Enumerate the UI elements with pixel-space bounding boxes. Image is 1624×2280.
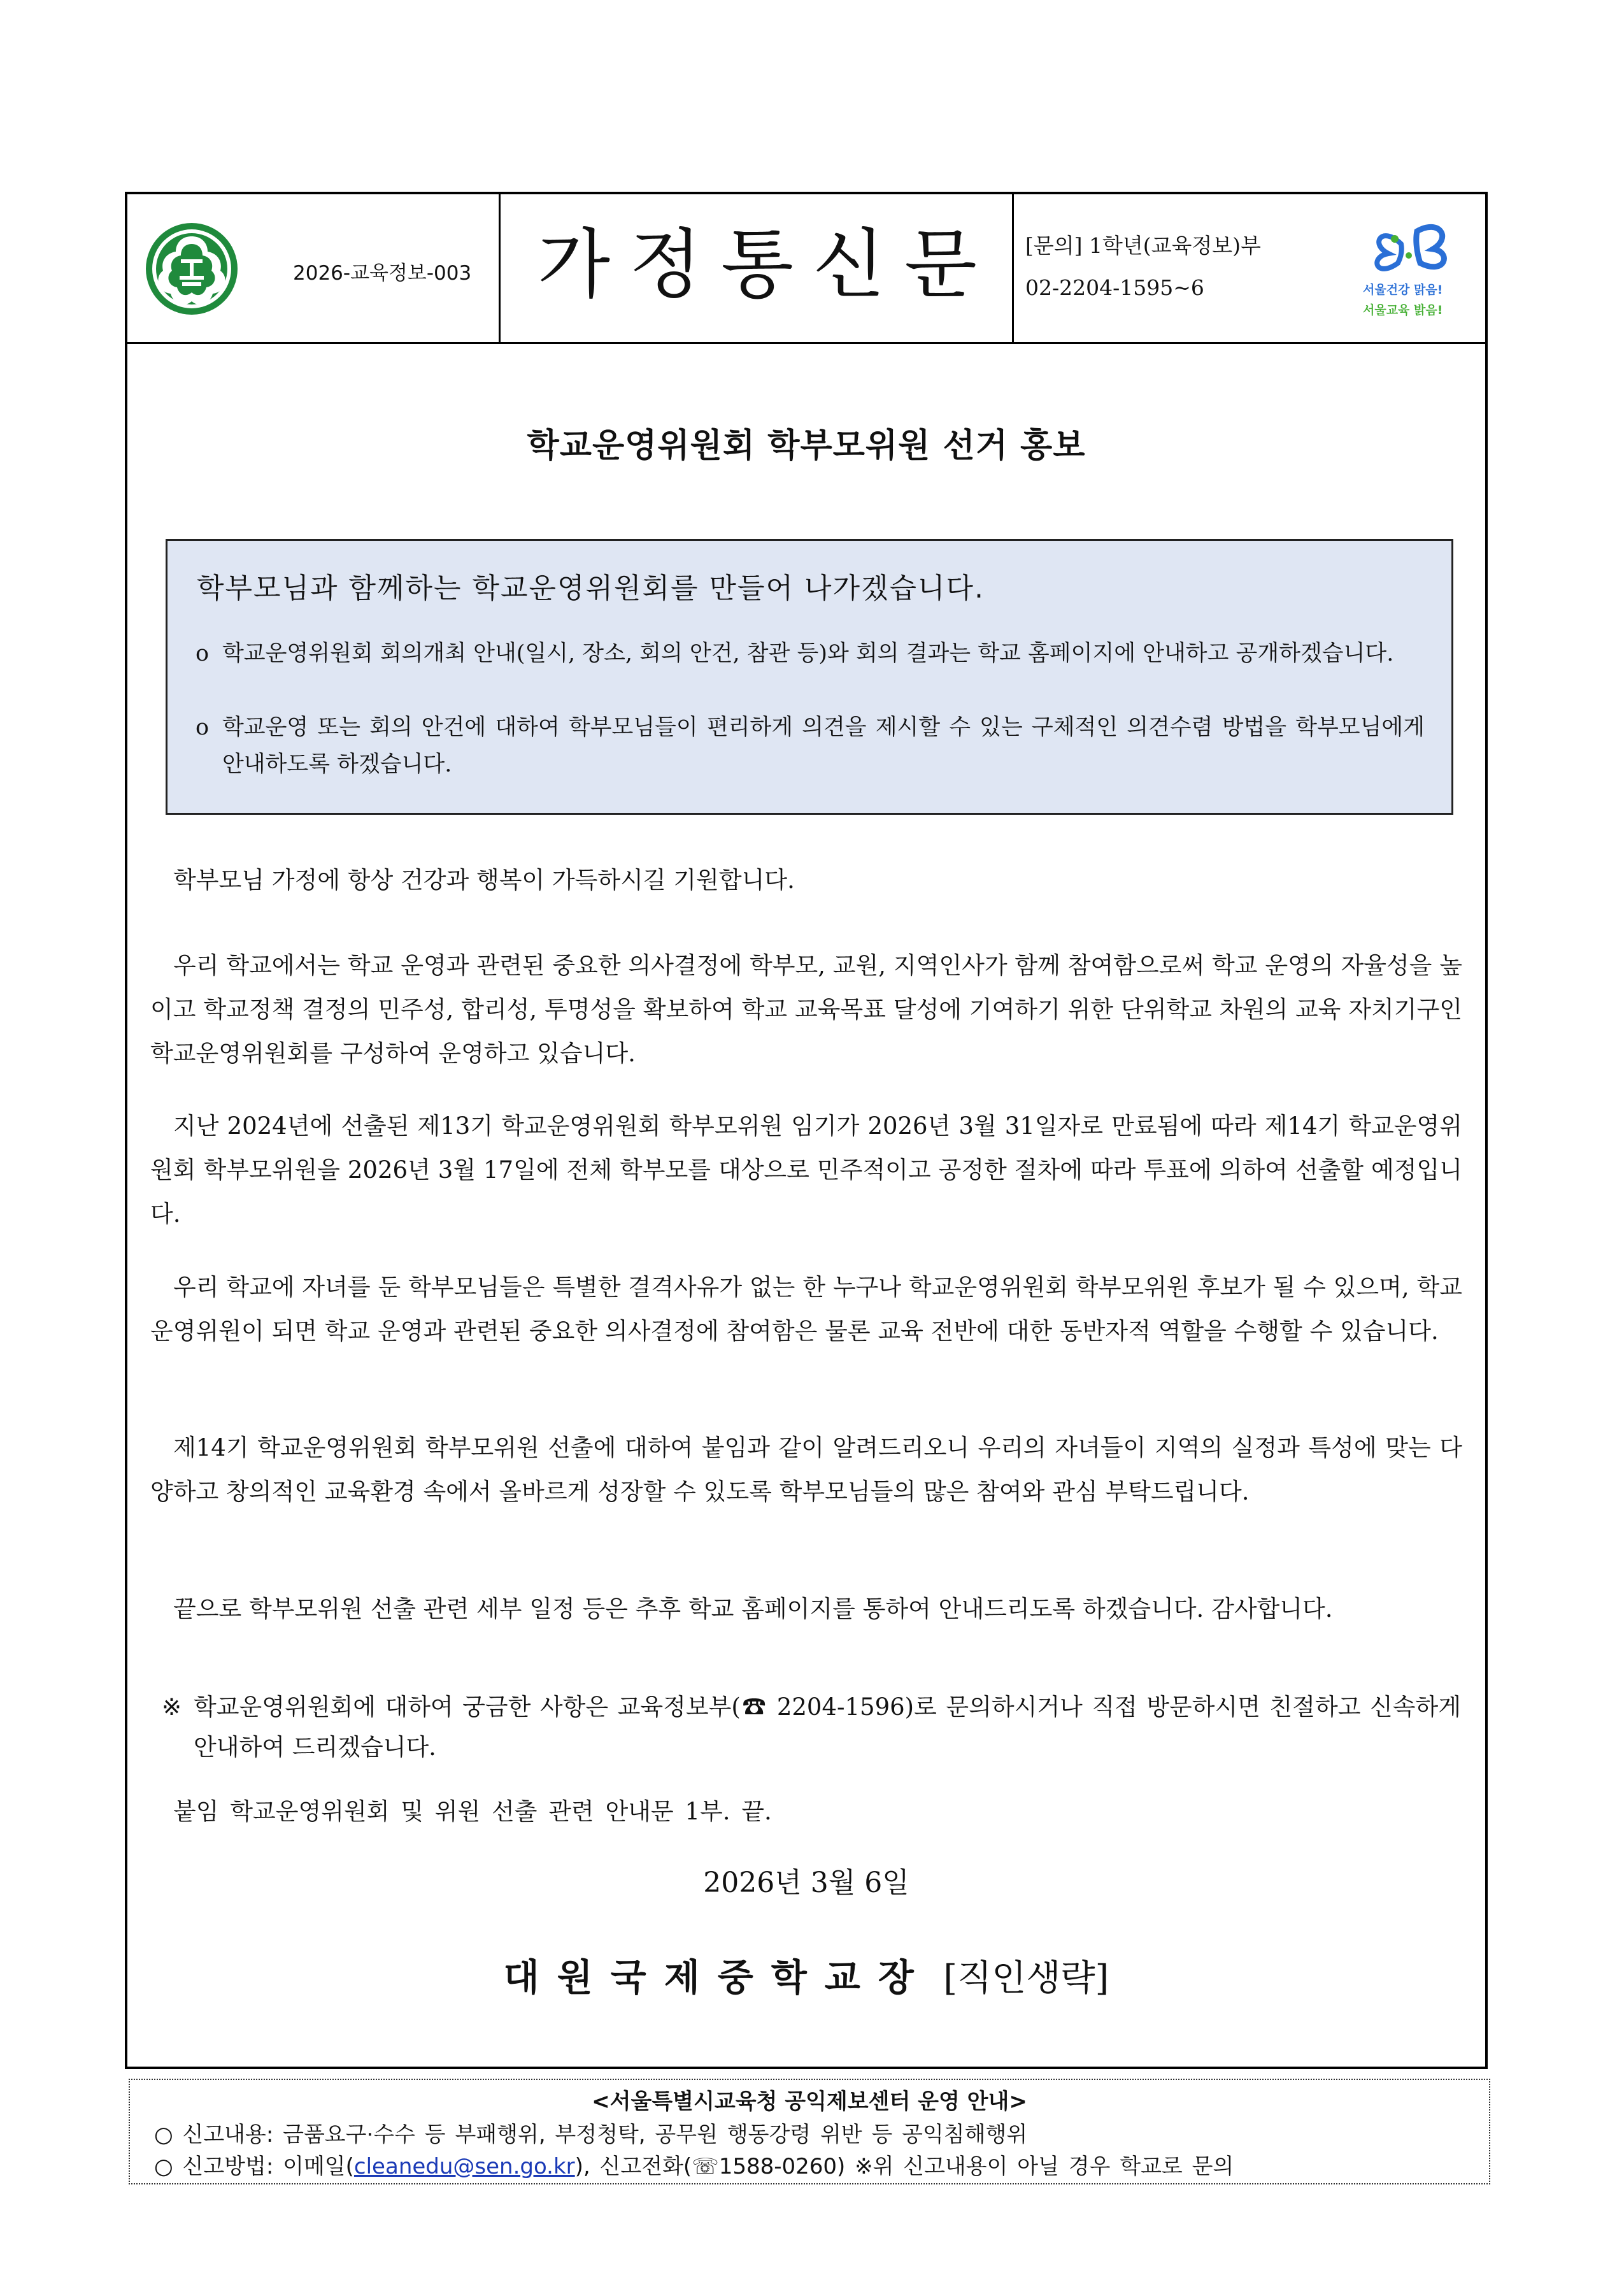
body-paragraph: 끝으로 학부모위원 선출 관련 세부 일정 등은 추후 학교 홈페이지를 통하여 안내드리도록 하겠습니다. 감사합니다.: [173, 1595, 1333, 1623]
document-title: 가정통신문: [538, 220, 996, 308]
notice-box: [166, 539, 1453, 815]
reference-note: [162, 1687, 1461, 1767]
header-title-cell: [501, 194, 1014, 342]
notice-title: 학부모님과 함께하는 학교운영위원회를 만들어 나가겠습니다.: [197, 572, 985, 605]
header-inquiry-cell: [1014, 194, 1485, 342]
reference-text: 학교운영위원회에 대하여 궁금한 사항은 교육정보부(☎ 2204-1596)로 문의하시거나 직접 방문하시면 친절하고 신속하게 안내하여 드리겠습니다.: [194, 1693, 1461, 1761]
document-number: 2026-교육정보-003: [293, 262, 472, 285]
footer-method-prefix: ○ 신고방법: 이메일(: [154, 2154, 354, 2179]
footer-report-method: [154, 2149, 1234, 2180]
body-paragraph: 지난 2024년에 선출된 제13기 학교운영위원회 학부모위원 임기가 2026년 3월 31일자로 만료됨에 따라 제14기 학교운영위원회 학부모위원을 2026년 3월 17일에 전체 학부모를 대상으로 민주적이고 공정한 절차에 따라 투표에 의하여 선출할 예정입니다.: [150, 1112, 1462, 1228]
brand-slogan-1: 서울건강 맑음!: [1363, 283, 1443, 297]
body-paragraph: 제14기 학교운영위원회 학부모위원 선출에 대하여 붙임과 같이 알려드리오니 우리의 자녀들이 지역의 실정과 특성에 맞는 다양하고 창의적인 교육환경 속에서 올바르게 성장할 수 있도록 학부모님들의 많은 참여와 관심 부탁드립니다.: [150, 1434, 1462, 1505]
notice-item-text: 학교운영 또는 회의 안건에 대하여 학부모님들이 편리하게 의견을 제시할 수 있는 구체적인 의견수렴 방법을 학부모님에게 안내하도록 하겠습니다.: [222, 715, 1425, 777]
principal-name: 대원국제중학교장: [503, 1956, 932, 1999]
school-emblem-icon: [144, 221, 239, 317]
body-paragraph: 우리 학교에서는 학교 운영과 관련된 중요한 의사결정에 학부모, 교원, 지역인사가 함께 참여함으로써 학교 운영의 자율성을 높이고 학교정책 결정의 민주성, 합리성, 투명성을 확보하여 학교 교육목표 달성에 기여하기 위한 단위학교 차원의 교육 자치기구인 학교운영위원회를 구성하여 운영하고 있습니다.: [150, 952, 1462, 1067]
seoul-education-brand-icon: [1357, 219, 1475, 320]
page-heading: 학교운영위원회 학부모위원 선거 홍보: [527, 427, 1086, 465]
attachment-line: 붙임 학교운영위원회 및 위원 선출 관련 안내문 1부. 끝.: [173, 1798, 772, 1825]
reference-mark: ※: [162, 1693, 182, 1721]
whistleblower-footer: [129, 2079, 1490, 2184]
notice-item: [196, 709, 1425, 783]
inquiry-phone: 02-2204-1595~6: [1025, 275, 1204, 300]
footer-title: <서울특별시교육청 공익제보센터 운영 안내>: [592, 2089, 1027, 2114]
email-link[interactable]: cleanedu@sen.go.kr: [353, 2154, 575, 2179]
brand-slogan-2: 서울교육 밝음!: [1363, 303, 1443, 317]
body-paragraph: 학부모님 가정에 항상 건강과 행복이 가득하시길 기원합니다.: [173, 866, 795, 894]
bullet: o: [196, 715, 210, 740]
bullet: o: [196, 641, 210, 666]
footer-method-suffix: ), 신고전화(☏1588-0260) ※위 신고내용이 아닐 경우 학교로 문의: [574, 2154, 1234, 2179]
footer-report-content: ○ 신고내용: 금품요구·수수 등 부패행위, 부정청탁, 공무원 행동강령 위반 등 공익침해행위: [154, 2122, 1028, 2147]
inquiry-department: [문의] 1학년(교육정보)부: [1025, 233, 1261, 258]
notice-frame: [125, 192, 1488, 2069]
issue-date: 2026년 3월 6일: [703, 1867, 909, 1899]
header-school-cell: [127, 194, 501, 342]
header-row: [127, 194, 1485, 344]
seal-omitted: [직인생략]: [943, 1958, 1109, 1999]
inquiry-contact: [1025, 225, 1261, 309]
notice-item: [196, 635, 1425, 672]
body-paragraph: 우리 학교에 자녀를 둔 학부모님들은 특별한 결격사유가 없는 한 누구나 학교운영위원회 학부모위원 후보가 될 수 있으며, 학교운영위원이 되면 학교 운영과 관련된 중요한 의사결정에 참여함은 물론 교육 전반에 대한 동반자적 역할을 수행할 수 있습니다.: [150, 1273, 1462, 1345]
signature-line: [127, 1947, 1485, 2001]
notice-item-text: 학교운영위원회 회의개최 안내(일시, 장소, 회의 안건, 참관 등)와 회의 결과는 학교 홈페이지에 안내하고 공개하겠습니다.: [222, 641, 1394, 666]
